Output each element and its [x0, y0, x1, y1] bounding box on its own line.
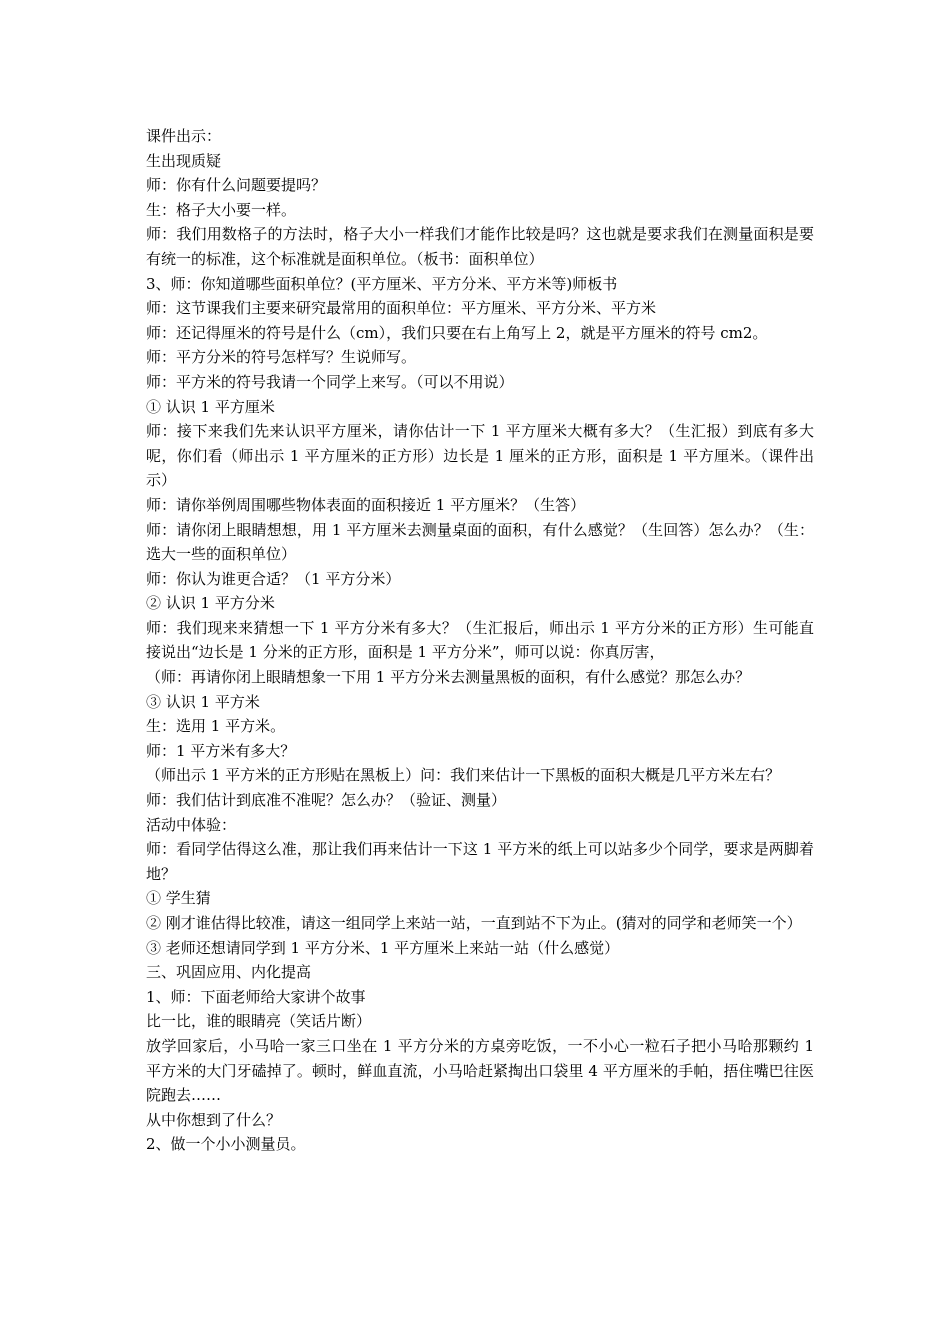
paragraph: 师：你有什么问题要提吗？ — [146, 176, 327, 195]
paragraph: 师：你认为谁更合适？（1 平方分米） — [146, 569, 401, 588]
section-heading-consolidation: 三、巩固应用、内化提高 — [146, 963, 312, 982]
paragraph: 师：这节课我们主要来研究最常用的面积单位：平方厘米、平方分米、平方米 — [146, 299, 657, 318]
section-heading-square-cm: ① 认识 1 平方厘米 — [146, 397, 275, 416]
paragraph: 1、师：下面老师给大家讲个故事 — [146, 987, 366, 1006]
paragraph: （师出示 1 平方米的正方形贴在黑板上）问：我们来估计一下黑板的面积大概是几平方米左右？ — [146, 766, 781, 785]
paragraph-courseware-shows: 课件出示： — [146, 127, 222, 145]
paragraph: 师：我们用数格子的方法时，格子大小一样我们才能作比较是吗？这也就是要求我们在测量面积是要有统一的标准，这个标准就是面积单位。（板书：面积单位） — [146, 225, 814, 268]
paragraph: 师：我们估计到底准不准呢？怎么办？（验证、测量） — [146, 791, 507, 810]
paragraph: 3、师：你知道哪些面积单位？(平方厘米、平方分米、平方米等)师板书 — [146, 274, 618, 293]
paragraph: （师：再请你闭上眼睛想象一下用 1 平方分米去测量黑板的面积，有什么感觉？那怎么办？ — [146, 668, 751, 687]
paragraph: 从中你想到了什么？ — [146, 1110, 282, 1129]
paragraph: 师：看同学估得这么准，那让我们再来估计一下这 1 平方米的纸上可以站多少个同学，要求是两脚着地？ — [146, 840, 814, 883]
paragraph: 比一比，谁的眼睛亮（笑话片断） — [146, 1012, 372, 1031]
list-item: ② 刚才谁估得比较准，请这一组同学上来站一站，一直到站不下为止。(猜对的同学和老师笑一个） — [146, 914, 802, 932]
paragraph: 师：1 平方米有多大？ — [146, 741, 296, 760]
paragraph: 师：平方分米的符号怎样写？生说师写。 — [146, 348, 417, 367]
paragraph-story: 放学回家后，小马哈一家三口坐在 1 平方分米的方桌旁吃饭，一不小心一粒石子把小马哈那颗约 1 平方米的大门牙磕掉了。顿时，鲜血直流，小马哈赶紧掏出口袋里 4 平方厘米的手帕，捂住嘴巴往医院跑去…… — [146, 1036, 814, 1105]
list-item: ① 学生猜 — [146, 889, 211, 908]
paragraph: 生：格子大小要一样。 — [146, 200, 297, 219]
paragraph: 师：请你举例周围哪些物体表面的面积接近 1 平方厘米？（生答） — [146, 495, 586, 514]
paragraph: 生：选用 1 平方米。 — [146, 717, 286, 736]
paragraph: 2、做一个小小测量员。 — [146, 1135, 306, 1154]
paragraph: 师：接下来我们先来认识平方厘米，请你估计一下 1 平方厘米大概有多大？（生汇报）到底有多大呢，你们看（师出示 1 平方厘米的正方形）边长是 1 厘米的正方形，面积是 1 平方厘米。（课件出示） — [146, 422, 814, 490]
section-heading-square-m: ③ 认识 1 平方米 — [146, 692, 260, 711]
paragraph-activity: 活动中体验： — [146, 815, 237, 834]
paragraph: 师：请你闭上眼睛想想，用 1 平方厘米去测量桌面的面积，有什么感觉？（生回答）怎么办？（生：选大一些的面积单位） — [146, 520, 814, 564]
document-page — [146, 124, 814, 1157]
section-heading-square-dm: ② 认识 1 平方分米 — [146, 594, 275, 613]
list-item: ③ 老师还想请同学到 1 平方分米、1 平方厘米上来站一站（什么感觉） — [146, 938, 620, 957]
paragraph: 师：还记得厘米的符号是什么（cm），我们只要在右上角写上 2，就是平方厘米的符号 cm2。 — [146, 323, 768, 342]
paragraph-students-question: 生出现质疑 — [146, 151, 222, 170]
paragraph: 师：平方米的符号我请一个同学上来写。（可以不用说） — [146, 372, 514, 391]
paragraph: 师：我们现来来猜想一下 1 平方分米有多大？（生汇报后，师出示 1 平方分米的正方形）生可能直接说出“边长是 1 分米的正方形，面积是 1 平方分米”，师可以说：你真厉害， — [146, 618, 814, 662]
